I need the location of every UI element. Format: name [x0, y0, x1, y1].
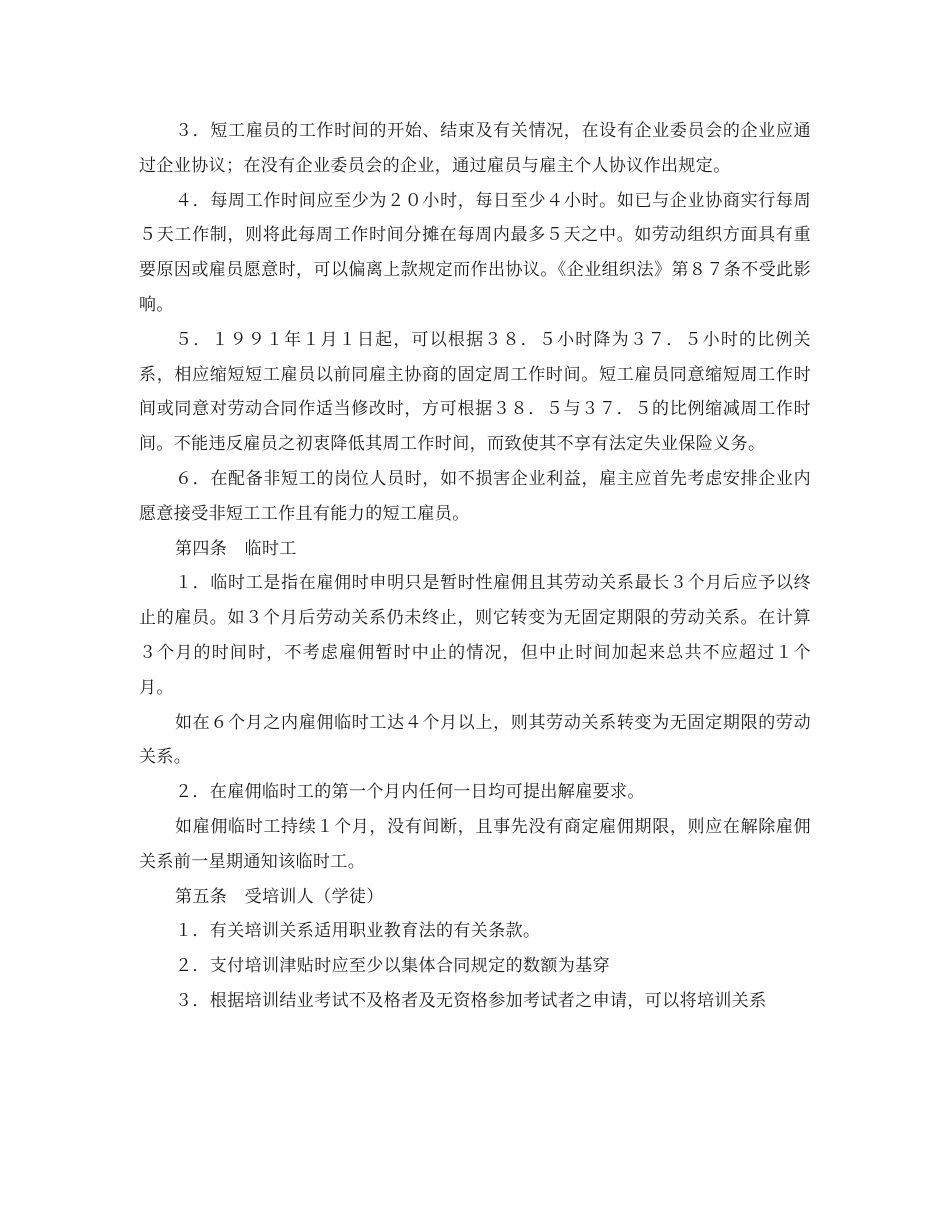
paragraph-weekly-minimum-hours: ４．每周工作时间应至少为２０小时，每日至少４小时。如已与企业协商实行每周５天工作制，则将此每周工作时间分摊在每周内最多５天之中。如劳动组织方面具有重要原因或雇员愿意时，可以偏离上款规定而作出协议。《企业组织法》第８７条不受此影响。: [139, 190, 811, 315]
paragraph-temporary-worker-six-months: 如在６个月之内雇佣临时工达４个月以上，则其劳动关系转变为无固定期限的劳动关系。: [139, 712, 811, 768]
section-heading-article-4: 第四条 临时工: [175, 538, 297, 559]
paragraph-hour-reduction-1991: ５．１９９１年１月１日起，可以根据３８．５小时降为３７．５小时的比例关系，相应缩短短工雇员以前同雇主协商的固定周工作时间。短工雇员同意缩短周工作时间或同意对劳动合同作适当修改时，方可根据３８．５与３７．５的比例缩减周工作时间。不能违反雇员之初衷降低其周工作时间，而致使其不享有法定失业保险义务。: [139, 329, 811, 455]
paragraph-temporary-worker-definition: １．临时工是指在雇佣时申明只是暂时性雇佣且其劳动关系最长３个月后应予以终止的雇员。如３个月后劳动关系仍未终止，则它转变为无固定期限的劳动关系。在计算３个月的时间时，不考虑雇佣暂时中止的情况，但中止时间加起来总共不应超过１个月。: [139, 573, 811, 698]
section-heading-article-5: 第五条 受培训人（学徒）: [175, 886, 384, 907]
paragraph-one-week-notice: 如雇佣临时工持续１个月，没有间断，且事先没有商定雇佣期限，则应在解除雇佣关系前一星期通知该临时工。: [139, 816, 811, 872]
paragraph-staffing-priority: ６．在配备非短工的岗位人员时，如不损害企业利益，雇主应首先考虑安排企业内愿意接受非短工工作且有能力的短工雇员。: [139, 468, 811, 524]
paragraph-short-worker-hours-rules: ３．短工雇员的工作时间的开始、结束及有关情况，在设有企业委员会的企业应通过企业协议；在没有企业委员会的企业，通过雇员与雇主个人协议作出规定。: [139, 121, 811, 176]
document-page: [139, 114, 811, 1019]
paragraph-training-relationship: １．有关培训关系适用职业教育法的有关条款。: [175, 921, 541, 942]
paragraph-first-month-dismissal: ２．在雇佣临时工的第一个月内任何一日均可提出解雇要求。: [175, 782, 645, 803]
paragraph-training-allowance: ２．支付培训津贴时应至少以集体合同规定的数额为基穿: [175, 956, 610, 977]
paragraph-exam-failure-extension: ３．根据培训结业考试不及格者及无资格参加考试者之申请，可以将培训关系: [175, 990, 767, 1011]
